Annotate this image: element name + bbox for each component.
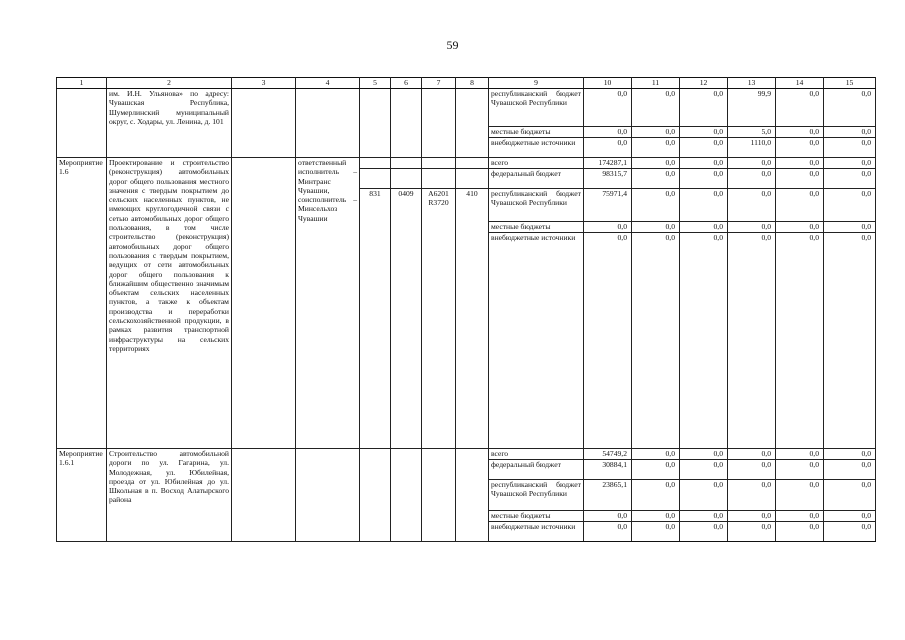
table-row	[57, 158, 876, 169]
value-cell: 0,0	[776, 233, 824, 449]
value-cell: 0,0	[632, 189, 680, 222]
col-number: 15	[824, 78, 876, 89]
value-cell: 0,0	[632, 460, 680, 480]
value-cell: 0,0	[824, 460, 876, 480]
value-cell: 0,0	[824, 233, 876, 449]
cell-6	[391, 449, 422, 542]
table-row	[57, 449, 876, 460]
value-cell: 0,0	[824, 89, 876, 127]
col-number: 10	[584, 78, 632, 89]
section-code: 0409	[391, 189, 422, 449]
funding-source: всего	[489, 158, 584, 169]
funding-source: местные бюджеты	[489, 511, 584, 522]
cell-6	[391, 169, 422, 189]
page-number: 59	[446, 38, 459, 52]
value-cell: 0,0	[728, 158, 776, 169]
value-cell: 0,0	[728, 169, 776, 189]
value-cell: 0,0	[824, 480, 876, 511]
value-cell: 0,0	[728, 189, 776, 222]
value-cell: 0,0	[680, 522, 728, 542]
value-cell: 0,0	[680, 449, 728, 460]
value-cell: 0,0	[632, 169, 680, 189]
value-cell: 0,0	[824, 449, 876, 460]
value-cell: 0,0	[776, 138, 824, 158]
col-number: 3	[232, 78, 296, 89]
value-cell: 0,0	[776, 169, 824, 189]
value-cell: 0,0	[584, 522, 632, 542]
cell-3	[232, 158, 296, 449]
cell-7	[422, 158, 456, 169]
col-number: 1	[57, 78, 107, 89]
value-cell: 0,0	[776, 222, 824, 233]
col-number: 14	[776, 78, 824, 89]
value-cell: 0,0	[632, 89, 680, 127]
value-cell: 0,0	[680, 189, 728, 222]
value-cell: 0,0	[680, 169, 728, 189]
value-cell: 0,0	[680, 233, 728, 449]
value-cell: 0,0	[632, 449, 680, 460]
funding-source: внебюджетные источники	[489, 233, 584, 449]
value-cell: 0,0	[776, 449, 824, 460]
value-cell: 0,0	[584, 233, 632, 449]
value-cell: 1110,0	[728, 138, 776, 158]
value-cell: 0,0	[728, 480, 776, 511]
value-cell: 0,0	[632, 158, 680, 169]
col-number: 2	[107, 78, 232, 89]
value-cell: 0,0	[776, 480, 824, 511]
value-cell: 0,0	[632, 222, 680, 233]
col-number: 13	[728, 78, 776, 89]
value-cell: 0,0	[728, 449, 776, 460]
target-code: А6201 R3720	[422, 189, 456, 449]
funding-source: всего	[489, 449, 584, 460]
funding-source: республиканский бюджет Чувашской Республики	[489, 89, 584, 127]
value-cell: 0,0	[584, 138, 632, 158]
table-row	[57, 89, 876, 127]
value-cell: 0,0	[824, 169, 876, 189]
value-cell: 0,0	[680, 138, 728, 158]
value-cell: 0,0	[776, 158, 824, 169]
funding-source: федеральный бюджет	[489, 460, 584, 480]
value-cell: 0,0	[680, 460, 728, 480]
funding-source: республиканский бюджет Чувашской Республики	[489, 480, 584, 511]
funding-source: местные бюджеты	[489, 222, 584, 233]
cell-7	[422, 89, 456, 158]
funding-source: внебюджетные источники	[489, 138, 584, 158]
value-cell: 0,0	[776, 460, 824, 480]
value-cell: 0,0	[776, 89, 824, 127]
col-number: 11	[632, 78, 680, 89]
value-cell: 0,0	[632, 522, 680, 542]
cell-3	[232, 89, 296, 158]
value-cell: 30884,1	[584, 460, 632, 480]
value-cell: 0,0	[824, 189, 876, 222]
executor-cell	[296, 89, 360, 158]
cell-5	[360, 449, 391, 542]
column-number-row	[57, 78, 876, 89]
value-cell: 0,0	[824, 222, 876, 233]
value-cell: 0,0	[728, 522, 776, 542]
col-number: 8	[456, 78, 489, 89]
value-cell: 0,0	[584, 89, 632, 127]
cell-5	[360, 158, 391, 169]
col-number: 6	[391, 78, 422, 89]
cell-7	[422, 169, 456, 189]
value-cell: 0,0	[632, 480, 680, 511]
value-cell: 0,0	[728, 233, 776, 449]
col-number: 4	[296, 78, 360, 89]
value-cell: 0,0	[680, 222, 728, 233]
value-cell: 0,0	[824, 158, 876, 169]
cell-7	[422, 449, 456, 542]
event-cell	[57, 89, 107, 158]
cell-8	[456, 449, 489, 542]
value-cell: 0,0	[728, 511, 776, 522]
cell-8	[456, 89, 489, 158]
event-number: Мероприятие 1.6.1	[57, 449, 107, 542]
cell-6	[391, 158, 422, 169]
value-cell: 23865,1	[584, 480, 632, 511]
value-cell: 0,0	[680, 480, 728, 511]
value-cell: 0,0	[584, 511, 632, 522]
value-cell: 75971,4	[584, 189, 632, 222]
value-cell: 0,0	[584, 127, 632, 138]
ministry-code: 831	[360, 189, 391, 449]
value-cell: 0,0	[632, 127, 680, 138]
budget-table	[56, 77, 876, 542]
col-number: 5	[360, 78, 391, 89]
event-number: Мероприятие 1.6	[57, 158, 107, 449]
funding-source: внебюджетные источники	[489, 522, 584, 542]
col-number: 12	[680, 78, 728, 89]
value-cell: 0,0	[728, 222, 776, 233]
value-cell: 0,0	[824, 127, 876, 138]
value-cell: 0,0	[680, 511, 728, 522]
cell-8	[456, 158, 489, 169]
cell-6	[391, 89, 422, 158]
value-cell: 99,9	[728, 89, 776, 127]
value-cell: 98315,7	[584, 169, 632, 189]
value-cell: 0,0	[824, 138, 876, 158]
value-cell: 0,0	[776, 511, 824, 522]
expense-code: 410	[456, 189, 489, 449]
value-cell: 0,0	[728, 460, 776, 480]
cell-5	[360, 89, 391, 158]
funding-source: республиканский бюджет Чувашской Республики	[489, 189, 584, 222]
value-cell: 0,0	[680, 158, 728, 169]
event-description: Строительство автомобильной дороги по ул. Гагарина, ул. Молодежная, ул. Юбилейная, проезда от ул. Юбилейная до ул. Школьная в п. Восход Алатырского района	[107, 449, 232, 542]
funding-source: местные бюджеты	[489, 127, 584, 138]
value-cell: 54749,2	[584, 449, 632, 460]
value-cell: 5,0	[728, 127, 776, 138]
cell-8	[456, 169, 489, 189]
event-description: Проектирование и строительство (реконструкция) автомобильных дорог общего пользования местного значения с твердым покрытием до сельских населенных пунктов, не имеющих круглогодичной связи с сетью автомобильных дорог общего пользования, в том числе строительство (реконструкция) автомобильных дорог общего пользования с твердым покрытием, ведущих от сети автомобильных дорог общего пользования к ближайшим общественно значимым объектам сельских населенных пунктов, а также к объектам производства и переработки сельскохозяйственной продукции, в рамках развития транспортной инфраструктуры на сельских территориях	[107, 158, 232, 449]
cell-5	[360, 169, 391, 189]
value-cell: 0,0	[632, 138, 680, 158]
value-cell: 0,0	[776, 522, 824, 542]
value-cell: 0,0	[680, 127, 728, 138]
value-cell: 0,0	[824, 522, 876, 542]
value-cell: 174287,1	[584, 158, 632, 169]
funding-source: федеральный бюджет	[489, 169, 584, 189]
value-cell: 0,0	[824, 511, 876, 522]
value-cell: 0,0	[680, 89, 728, 127]
value-cell: 0,0	[632, 233, 680, 449]
value-cell: 0,0	[584, 222, 632, 233]
executor-cell	[296, 449, 360, 542]
value-cell: 0,0	[776, 189, 824, 222]
cell-3	[232, 449, 296, 542]
value-cell: 0,0	[776, 127, 824, 138]
col-number: 7	[422, 78, 456, 89]
executor-cell: ответственный исполнитель – Минтранс Чувашии, соисполнитель – Минсельхоз Чувашии	[296, 158, 360, 449]
col-number: 9	[489, 78, 584, 89]
event-description: им. И.Н. Ульянова» по адресу: Чувашская Республика, Шумерлинский муниципальный округ, с. Ходары, ул. Ленина, д. 101	[107, 89, 232, 158]
value-cell: 0,0	[632, 511, 680, 522]
